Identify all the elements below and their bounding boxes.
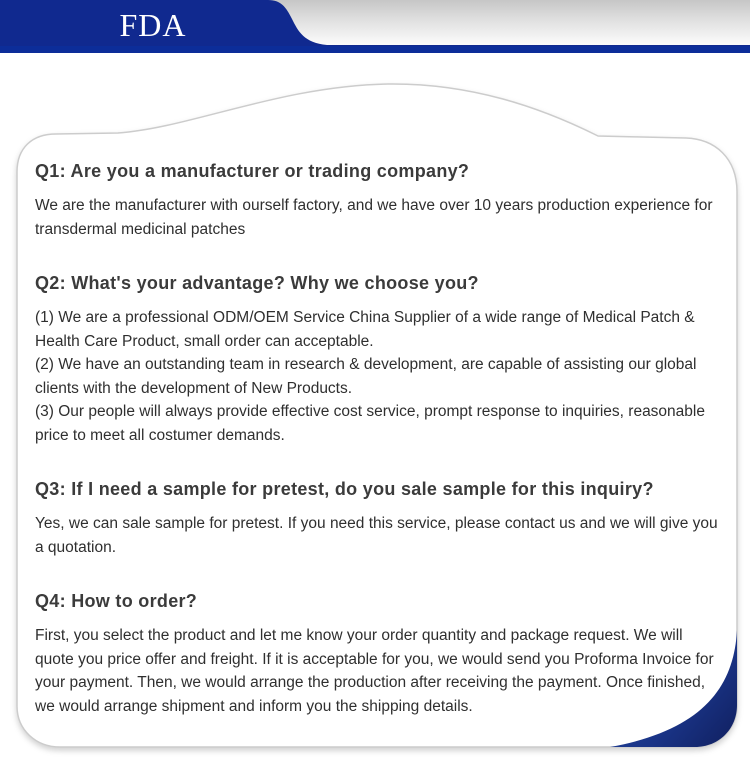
answer-paragraph: (2) We have an outstanding team in research & development, are capable of assisting our global clients with the development of New Products. [35,356,697,397]
faq-section-q4 [35,588,719,718]
answer-paragraph: (1) We are a professional ODM/OEM Service China Supplier of a wide range of Medical Patch & Health Care Product, small order can acceptable. [35,309,695,350]
answer-paragraph: First, you select the product and let me know your order quantity and package request. We will quote you price offer and freight. If it is acceptable for you, we would send you Proforma Invoice for your payment. Then, we would arrange the production after receiving the payment. Once finished, we would arrange shipment and inform you the shipping details. [35,627,714,715]
question-heading-q3: Q3: If I need a sample for pretest, do you sale sample for this inquiry? [35,479,654,499]
question-heading-q1: Q1: Are you a manufacturer or trading company? [35,161,470,181]
question-heading-q4: Q4: How to order? [35,591,198,611]
faq-content [35,158,719,718]
fda-badge: FDA [119,7,187,43]
answer-paragraph: Yes, we can sale sample for pretest. If you need this service, please contact us and we will give you a quotation. [35,515,718,556]
answer-paragraph: We are the manufacturer with ourself factory, and we have over 10 years production experience for transdermal medicinal patches [35,197,713,238]
question-heading-q2: Q2: What's your advantage? Why we choose you? [35,273,479,293]
faq-section-q1 [35,158,719,241]
faq-section-q2 [35,270,719,447]
answer-paragraph: (3) Our people will always provide effective cost service, prompt response to inquiries, reasonable price to meet all costumer demands. [35,403,705,444]
faq-section-q3 [35,476,719,559]
